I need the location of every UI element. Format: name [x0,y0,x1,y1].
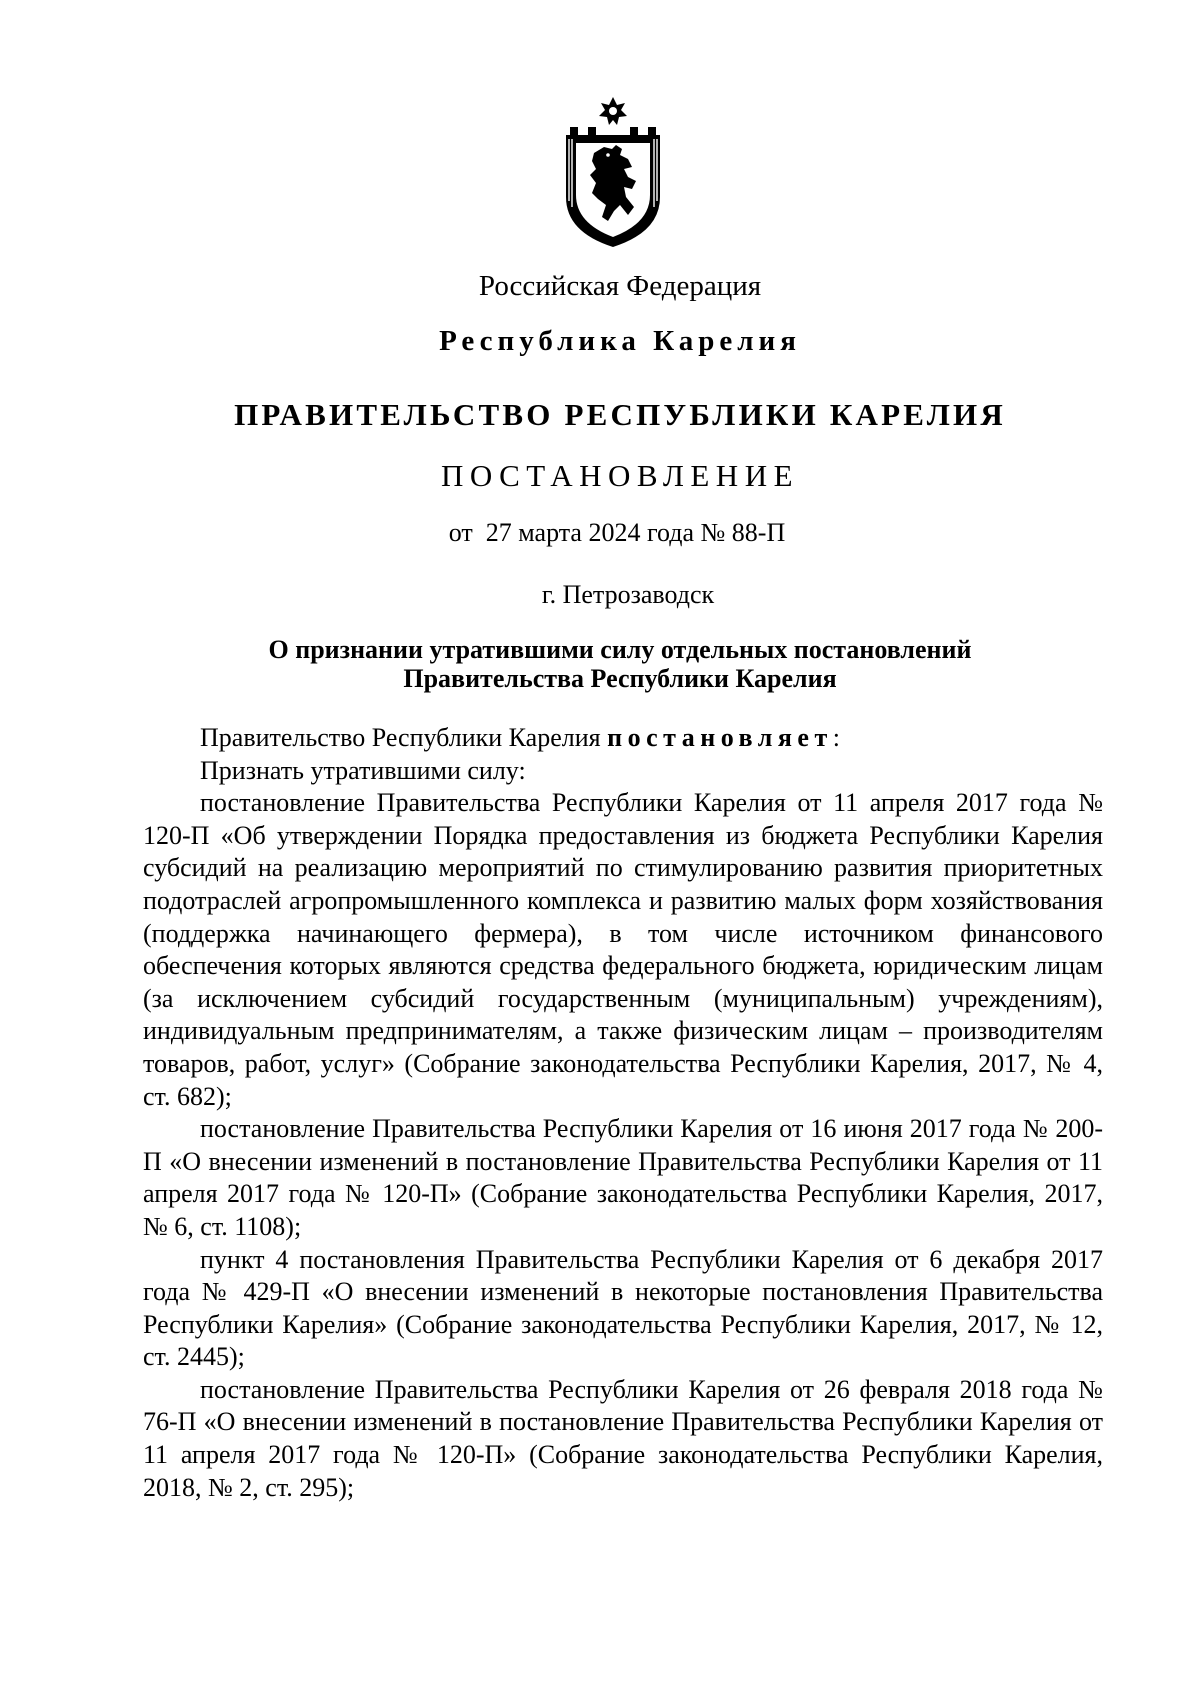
decree-verb: постановляет [607,723,833,752]
list-item: пункт 4 постановления Правительства Республики Карелия от 6 декабря 2017 года № 429-П «О внесении изменений в некоторые постановления Правительства Республики Карелия» (Собрание законодательства Республики Карелия, 2017, № 12, ст. 2445); [143,1244,1103,1372]
coat-of-arms-icon [558,97,668,249]
list-item: постановление Правительства Республики Карелия от 16 июня 2017 года № 200-П «О внесении изменений в постановление Правительства Республики Карелия от 11 апреля 2017 года № 120-П» (Собрание законодательства Республики Карелия, 2017, № 6, ст. 1108); [143,1114,1103,1241]
subject-line-2: Правительства Республики Карелия [403,664,837,693]
subject-line-1: О признании утратившими силу отдельных постановлений [268,635,972,664]
document-body [143,722,1103,1504]
decree-clause [143,722,1103,755]
document-city: г. Петрозаводск [541,580,715,609]
item-intro: Признать утратившими силу: [200,755,526,785]
list-item: постановление Правительства Республики Карелия от 26 февраля 2018 года № 76-П «О внесении изменений в постановление Правительства Республики Карелия от 11 апреля 2017 года № 120-П» (Собрание законодательства Республики Карелия, 2018, № 2, ст. 295); [143,1374,1103,1502]
document-type: ПОСТАНОВЛЕНИЕ [440,458,800,493]
document-subject [0,635,1200,693]
country-name: Российская Федерация [478,270,762,302]
decree-intro: Правительство Республики Карелия [200,723,608,752]
republic-name: Республика Карелия [439,325,801,357]
decree-colon: : [832,723,840,752]
government-title: ПРАВИТЕЛЬСТВО РЕСПУБЛИКИ КАРЕЛИЯ [234,397,1006,432]
list-item: постановление Правительства Республики Карелия от 11 апреля 2017 года № 120-П «Об утверждении Порядка предоставления из бюджета Республики Карелия субсидий на реализацию мероприятий по стимулированию развития приоритетных подотраслей агропромышленного комплекса и развитию малых форм хозяйствования (поддержка начинающего фермера), в том числе источником финансового обеспечения которых являются средства федерального бюджета, юридическим лицам (за исключением субсидий государственным (муниципальным) учреждениям), индивидуальным предпринимателям, а также физическим лицам – производителям товаров, работ, услуг» (Собрание законодательства Республики Карелия, 2017, № 4, ст. 682); [143,788,1103,1111]
document-date-number: от 27 марта 2024 года № 88-П [448,518,786,547]
